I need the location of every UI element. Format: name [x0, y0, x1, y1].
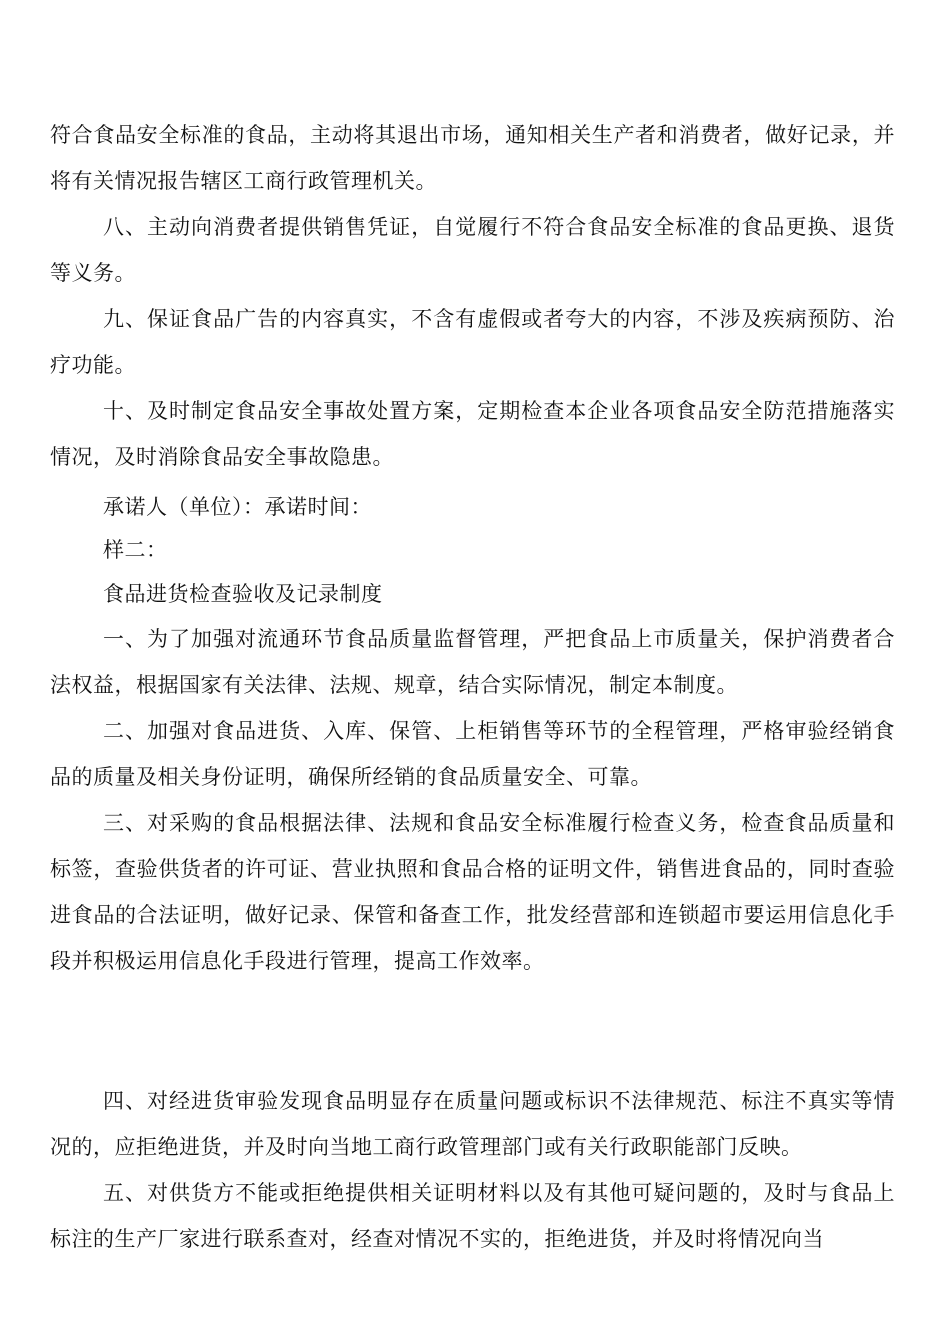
paragraph-rule-1: 一、为了加强对流通环节食品质量监督管理，严把食品上市质量关，保护消费者合法权益，根据国家有关法律、法规、规章，结合实际情况，制定本制度。 [50, 627, 895, 697]
paragraph-item-8: 八、主动向消费者提供销售凭证，自觉履行不符合食品安全标准的食品更换、退货等义务。 [50, 215, 895, 285]
section-title: 食品进货检查验收及记录制度 [103, 582, 383, 606]
paragraph-continuation: 符合食品安全标准的食品，主动将其退出市场，通知相关生产者和消费者，做好记录，并将有关情况报告辖区工商行政管理机关。 [50, 123, 895, 193]
signature-line: 承诺人（单位）：承诺时间： [103, 495, 372, 519]
sample-label: 样二： [103, 538, 168, 562]
paragraph-rule-4: 四、对经进货审验发现食品明显存在质量问题或标识不法律规范、标注不真实等情况的，应拒绝进货，并及时向当地工商行政管理部门或有关行政职能部门反映。 [50, 1089, 895, 1159]
paragraph-rule-5: 五、对供货方不能或拒绝提供相关证明材料以及有其他可疑问题的，及时与食品上标注的生产厂家进行联系查对，经查对情况不实的，拒绝进货，并及时将情况向当 [50, 1181, 895, 1251]
paragraph-rule-3: 三、对采购的食品根据法律、法规和食品安全标准履行检查义务，检查食品质量和标签，查验供货者的许可证、营业执照和食品合格的证明文件，销售进食品的，同时查验进食品的合法证明，做好记录、保管和备查工作，批发经营部和连锁超市要运用信息化手段并积极运用信息化手段进行管理，提高工作效率。 [50, 811, 895, 973]
paragraph-item-10: 十、及时制定食品安全事故处置方案，定期检查本企业各项食品安全防范措施落实情况，及时消除食品安全事故隐患。 [50, 399, 895, 469]
paragraph-rule-2: 二、加强对食品进货、入库、保管、上柜销售等环节的全程管理，严格审验经销食品的质量及相关身份证明，确保所经销的食品质量安全、可靠。 [50, 719, 895, 789]
paragraph-item-9: 九、保证食品广告的内容真实，不含有虚假或者夸大的内容，不涉及疾病预防、治疗功能。 [50, 307, 895, 377]
